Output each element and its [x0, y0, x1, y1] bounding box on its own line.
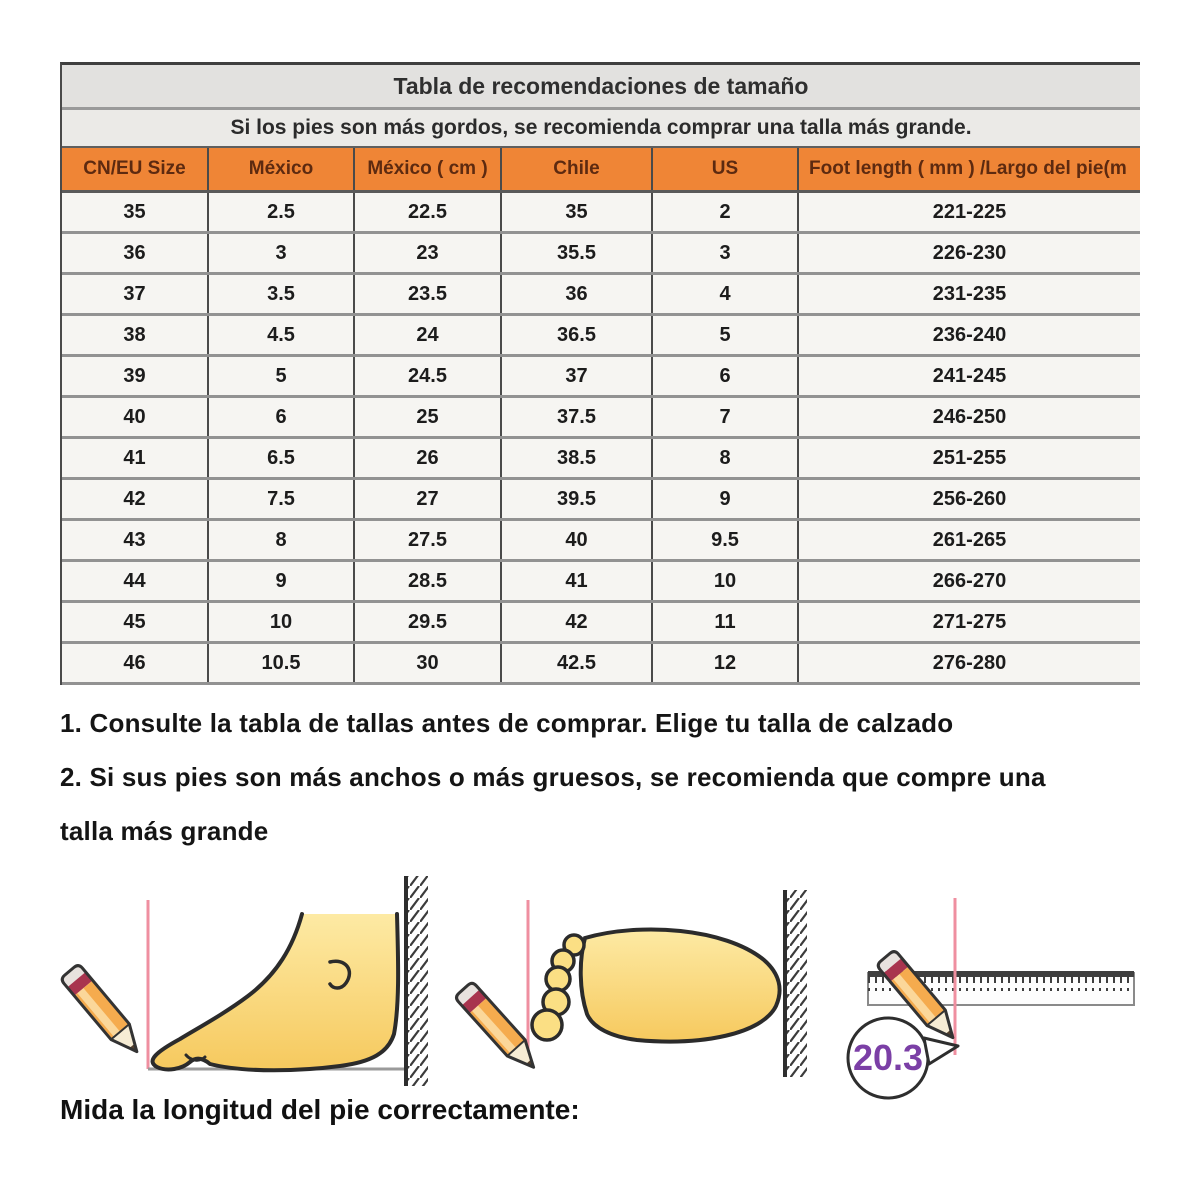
- table-cell: 41: [62, 438, 208, 479]
- table-cell: 38: [62, 315, 208, 356]
- table-cell: 39: [62, 356, 208, 397]
- column-header: CN/EU Size: [62, 148, 208, 192]
- column-header: Foot length ( mm ) /Largo del pie(m: [798, 148, 1140, 192]
- table-cell: 276-280: [798, 643, 1140, 684]
- table-cell: 251-255: [798, 438, 1140, 479]
- table-row: [62, 438, 1140, 479]
- table-cell: 26: [354, 438, 501, 479]
- table-cell: 2: [652, 192, 798, 233]
- column-header: Chile: [501, 148, 652, 192]
- table-row: [62, 397, 1140, 438]
- table-cell: 7: [652, 397, 798, 438]
- table-cell: 40: [501, 520, 652, 561]
- table-row: [62, 192, 1140, 233]
- table-cell: 9: [208, 561, 354, 602]
- foot-top-scene: [454, 890, 807, 1077]
- table-cell: 29.5: [354, 602, 501, 643]
- table-cell: 38.5: [501, 438, 652, 479]
- table-row: [62, 356, 1140, 397]
- table-cell: 5: [652, 315, 798, 356]
- size-table-grid: [62, 148, 1140, 685]
- table-cell: 27: [354, 479, 501, 520]
- table-cell: 24.5: [354, 356, 501, 397]
- table-cell: 44: [62, 561, 208, 602]
- column-header: US: [652, 148, 798, 192]
- table-cell: 226-230: [798, 233, 1140, 274]
- table-cell: 6: [652, 356, 798, 397]
- table-cell: 2.5: [208, 192, 354, 233]
- table-cell: 266-270: [798, 561, 1140, 602]
- buying-notes: [60, 696, 1170, 858]
- table-cell: 27.5: [354, 520, 501, 561]
- table-row: [62, 602, 1140, 643]
- table-cell: 39.5: [501, 479, 652, 520]
- table-cell: 37.5: [501, 397, 652, 438]
- table-row: [62, 479, 1140, 520]
- table-cell: 3: [208, 233, 354, 274]
- measure-caption: Mida la longitud del pie correctamente:: [60, 1094, 580, 1125]
- table-title: Tabla de recomendaciones de tamaño: [62, 65, 1140, 110]
- table-cell: 12: [652, 643, 798, 684]
- table-cell: 4: [652, 274, 798, 315]
- table-row: [62, 233, 1140, 274]
- table-cell: 37: [62, 274, 208, 315]
- foot-top-icon: [532, 929, 780, 1041]
- table-cell: 35.5: [501, 233, 652, 274]
- table-cell: 261-265: [798, 520, 1140, 561]
- table-row: [62, 520, 1140, 561]
- size-table-header-row: [62, 148, 1140, 192]
- table-cell: 7.5: [208, 479, 354, 520]
- size-table-body: [62, 192, 1140, 684]
- table-cell: 5: [208, 356, 354, 397]
- table-cell: 35: [62, 192, 208, 233]
- table-cell: 9.5: [652, 520, 798, 561]
- table-cell: 256-260: [798, 479, 1140, 520]
- table-cell: 28.5: [354, 561, 501, 602]
- table-cell: 8: [208, 520, 354, 561]
- table-subtitle: Si los pies son más gordos, se recomienda comprar una talla más grande.: [62, 110, 1140, 148]
- measurement-illustration: [40, 862, 1180, 1102]
- table-cell: 42: [62, 479, 208, 520]
- wall-hatch: [787, 890, 807, 1077]
- table-cell: 45: [62, 602, 208, 643]
- table-cell: 23: [354, 233, 501, 274]
- table-row: [62, 561, 1140, 602]
- table-cell: 37: [501, 356, 652, 397]
- foot-side-scene: [60, 876, 428, 1086]
- note-line: 1. Consulte la tabla de tallas antes de comprar. Elige tu talla de calzado: [60, 708, 954, 738]
- table-row: [62, 315, 1140, 356]
- table-cell: 36: [501, 274, 652, 315]
- table-cell: 35: [501, 192, 652, 233]
- table-cell: 231-235: [798, 274, 1140, 315]
- table-cell: 11: [652, 602, 798, 643]
- table-cell: 46: [62, 643, 208, 684]
- table-cell: 30: [354, 643, 501, 684]
- table-cell: 3.5: [208, 274, 354, 315]
- ruler-scene: [848, 898, 1134, 1098]
- table-cell: 43: [62, 520, 208, 561]
- column-header: México ( cm ): [354, 148, 501, 192]
- table-cell: 241-245: [798, 356, 1140, 397]
- foot-side-icon: [153, 914, 399, 1070]
- table-cell: 6: [208, 397, 354, 438]
- table-cell: 42: [501, 602, 652, 643]
- table-cell: 10.5: [208, 643, 354, 684]
- table-cell: 22.5: [354, 192, 501, 233]
- note-line: 2. Si sus pies son más anchos o más gruesos, se recomienda que compre una: [60, 762, 1046, 792]
- table-cell: 6.5: [208, 438, 354, 479]
- table-cell: 221-225: [798, 192, 1140, 233]
- column-header: México: [208, 148, 354, 192]
- table-row: [62, 643, 1140, 684]
- table-cell: 10: [652, 561, 798, 602]
- wall-hatch: [408, 876, 428, 1086]
- table-cell: 271-275: [798, 602, 1140, 643]
- table-cell: 3: [652, 233, 798, 274]
- note-line: talla más grande: [60, 816, 269, 846]
- table-cell: 8: [652, 438, 798, 479]
- table-cell: 41: [501, 561, 652, 602]
- table-cell: 40: [62, 397, 208, 438]
- table-cell: 9: [652, 479, 798, 520]
- table-cell: 10: [208, 602, 354, 643]
- table-cell: 25: [354, 397, 501, 438]
- table-cell: 246-250: [798, 397, 1140, 438]
- pencil-icon: [60, 964, 146, 1060]
- table-cell: 42.5: [501, 643, 652, 684]
- table-row: [62, 274, 1140, 315]
- table-cell: 4.5: [208, 315, 354, 356]
- table-cell: 236-240: [798, 315, 1140, 356]
- table-cell: 36: [62, 233, 208, 274]
- table-cell: 24: [354, 315, 501, 356]
- table-cell: 36.5: [501, 315, 652, 356]
- size-table: [60, 62, 1140, 685]
- table-cell: 23.5: [354, 274, 501, 315]
- measured-length-value: 20.3: [852, 1037, 924, 1078]
